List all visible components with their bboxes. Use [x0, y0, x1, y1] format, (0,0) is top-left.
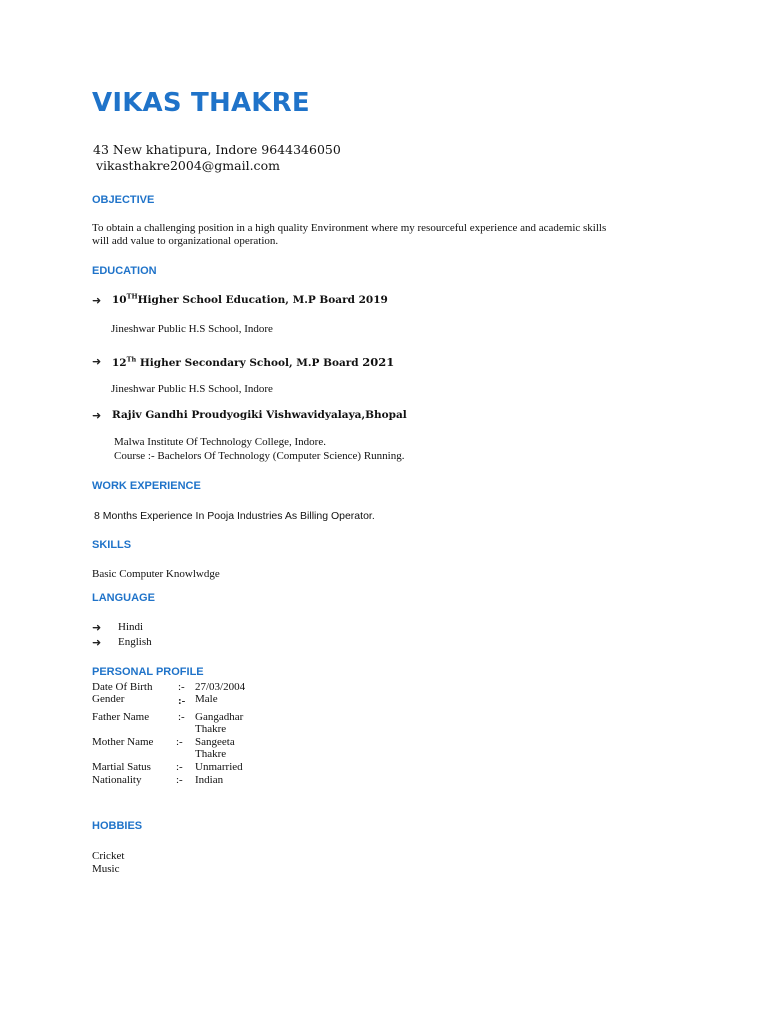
education-grade: 12: [112, 357, 127, 369]
profile-label: Martial Satus: [92, 761, 151, 773]
profile-separator: :-: [176, 736, 183, 748]
arrow-right-icon: ➜: [92, 355, 102, 368]
objective-text-line2: will add value to organizational operation.: [92, 235, 279, 247]
education-year: 2021: [362, 355, 395, 369]
education-grade-suffix: Th: [126, 355, 137, 364]
skills-heading: SKILLS: [92, 539, 132, 551]
objective-text-line1: To obtain a challenging position in a high quality Environment where my resourceful experience and academic skills: [92, 222, 607, 234]
profile-value-gender: Male: [195, 693, 218, 705]
education-heading: EDUCATION: [92, 265, 157, 277]
work-heading: WORK EXPERIENCE: [92, 480, 201, 492]
profile-value-mother: Sangeeta: [195, 736, 235, 748]
hobby-item: Cricket: [92, 850, 125, 862]
arrow-right-icon: ➜: [92, 621, 102, 634]
profile-value-nationality: Indian: [195, 774, 224, 786]
profile-separator: :-: [178, 711, 185, 723]
candidate-name: VIKAS THAKRE: [92, 88, 310, 118]
education-course: Course :- Bachelors Of Technology (Computer Science) Running.: [114, 450, 405, 462]
education-school: Jineshwar Public H.S School, Indore: [111, 323, 273, 335]
education-title: Higher Secondary School, M.P Board: [136, 357, 363, 369]
hobbies-heading: HOBBIES: [92, 820, 143, 832]
hobby-item: Music: [92, 863, 120, 875]
profile-value-father-surname: Thakre: [195, 723, 227, 735]
education-title: Higher School Education, M.P Board 2019: [137, 294, 388, 306]
arrow-right-icon: ➜: [92, 409, 102, 422]
education-item-12th: [112, 355, 394, 369]
profile-label: Father Name: [92, 711, 150, 723]
profile-separator: :-: [176, 761, 183, 773]
profile-heading: PERSONAL PROFILE: [92, 666, 204, 678]
education-grade-suffix: TH: [126, 292, 138, 301]
profile-label: Nationality: [92, 774, 142, 786]
objective-heading: OBJECTIVE: [92, 194, 155, 206]
education-college: Malwa Institute Of Technology College, Indore.: [114, 436, 326, 448]
education-item-university: Rajiv Gandhi Proudyogiki Vishwavidyalaya,Bhopal: [112, 409, 407, 421]
education-item-10th: [112, 294, 388, 306]
profile-value-mother-surname: Thakre: [195, 748, 227, 760]
arrow-right-icon: ➜: [92, 636, 102, 649]
profile-separator: :-: [176, 774, 183, 786]
profile-separator: :-: [178, 695, 186, 707]
language-item: Hindi: [118, 621, 144, 633]
education-grade: 10: [112, 294, 127, 306]
profile-label: Mother Name: [92, 736, 154, 748]
profile-label: Gender: [92, 693, 125, 705]
profile-label: Date Of Birth: [92, 681, 153, 693]
profile-value-marital: Unmarried: [195, 761, 243, 773]
education-school: Jineshwar Public H.S School, Indore: [111, 383, 273, 395]
contact-email: vikasthakre2004@gmail.com: [96, 158, 280, 173]
language-item: English: [118, 636, 152, 648]
arrow-right-icon: ➜: [92, 294, 102, 307]
language-heading: LANGUAGE: [92, 592, 155, 604]
profile-separator: :-: [178, 681, 185, 693]
profile-value-father: Gangadhar: [195, 711, 244, 723]
skills-text: Basic Computer Knowlwdge: [92, 568, 220, 580]
work-text: 8 Months Experience In Pooja Industries As Billing Operator.: [94, 510, 375, 522]
contact-address-phone: 43 New khatipura, Indore 9644346050: [93, 142, 341, 157]
profile-value-dob: 27/03/2004: [195, 681, 246, 693]
